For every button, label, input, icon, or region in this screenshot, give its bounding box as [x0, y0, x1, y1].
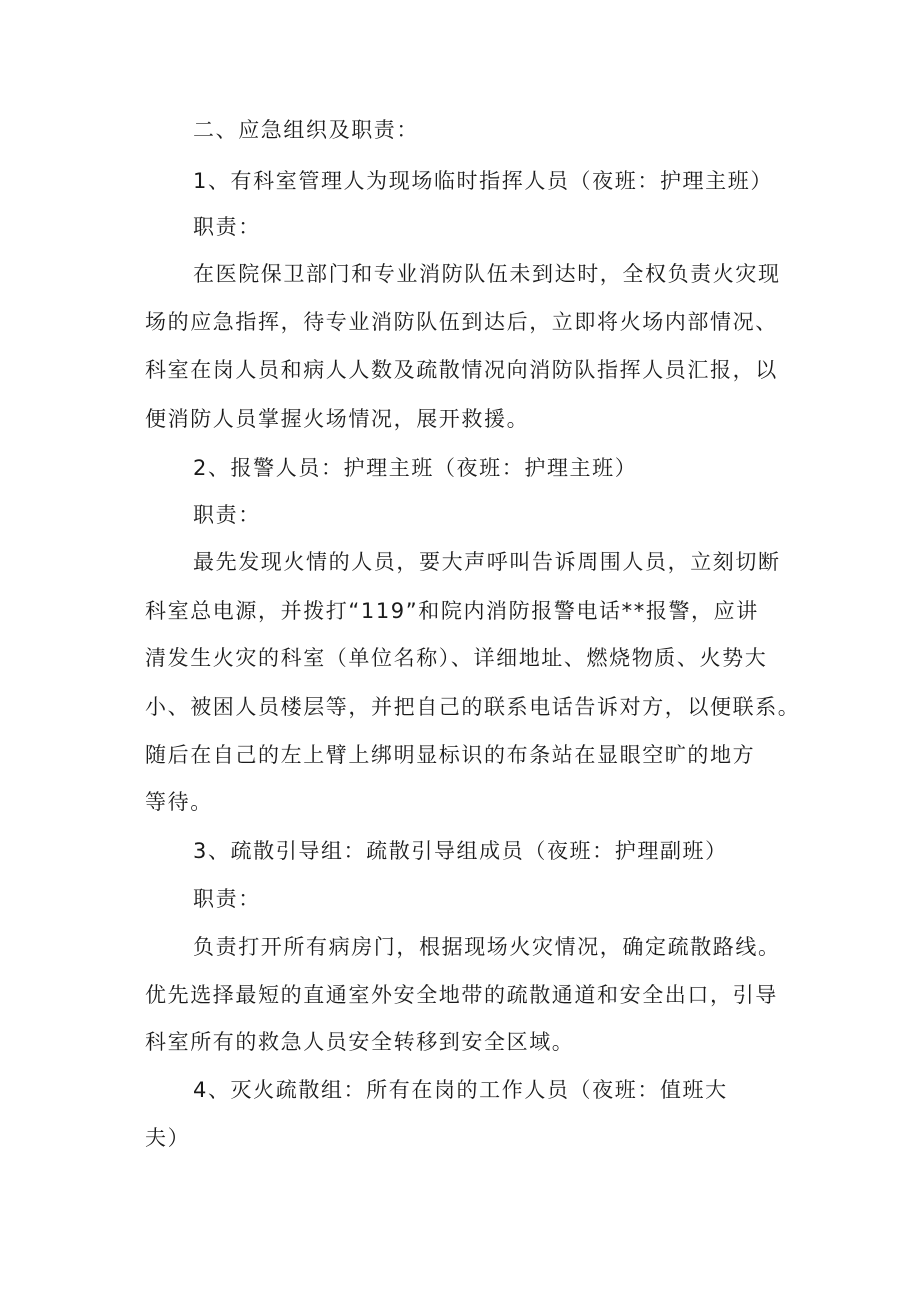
role-1-duty-text-line-3: 科室在岗人员和病人人数及疏散情况向消防队指挥人员汇报，以	[145, 358, 778, 382]
role-4-title-continued: 夫）	[145, 1126, 191, 1150]
role-1-duty-text-line-2: 场的应急指挥，待专业消防队伍到达后，立即将火场内部情况、	[145, 310, 778, 334]
role-3-duty-text-line-2: 优先选择最短的直通室外安全地带的疏散通道和安全出口，引导	[145, 983, 778, 1007]
role-3-title: 3、疏散引导组：疏散引导组成员（夜班：护理副班）	[193, 839, 728, 863]
role-3-duty-text-line-1: 负责打开所有病房门，根据现场火灾情况，确定疏散路线。	[193, 935, 781, 959]
role-1-title: 1、有科室管理人为现场临时指挥人员（夜班：护理主班）	[193, 169, 773, 193]
role-2-duty-text-line-6: 等待。	[145, 790, 213, 814]
role-1-duty-label: 职责：	[193, 215, 261, 239]
role-2-duty-text-line-3: 清发生火灾的科室（单位名称）、详细地址、燃烧物质、火势大	[145, 646, 768, 670]
role-1-duty-text-line-4: 便消防人员掌握火场情况，展开救援。	[145, 407, 530, 431]
role-2-title: 2、报警人员：护理主班（夜班：护理主班）	[193, 456, 638, 480]
role-2-duty-text-line-2: 科室总电源，并拨打“119”和院内消防报警电话**报警，应讲	[145, 599, 759, 623]
section-heading: 二、应急组织及职责：	[193, 118, 419, 142]
role-3-duty-text-line-3: 科室所有的救急人员安全转移到安全区域。	[145, 1030, 575, 1054]
role-4-title: 4、灭火疏散组：所有在岗的工作人员（夜班：值班大	[193, 1078, 728, 1102]
role-2-duty-text-line-4: 小、被困人员楼层等，并把自己的联系电话告诉对方，以便联系。	[145, 695, 801, 719]
role-2-duty-label: 职责：	[193, 503, 261, 527]
role-1-duty-text-line-1: 在医院保卫部门和专业消防队伍未到达时，全权负责火灾现	[193, 262, 781, 286]
role-2-duty-text-line-5: 随后在自己的左上臂上绑明显标识的布条站在显眼空旷的地方	[145, 743, 756, 767]
role-3-duty-label: 职责：	[193, 887, 261, 911]
role-2-duty-text-line-1: 最先发现火情的人员，要大声呼叫告诉周围人员，立刻切断	[193, 550, 781, 574]
